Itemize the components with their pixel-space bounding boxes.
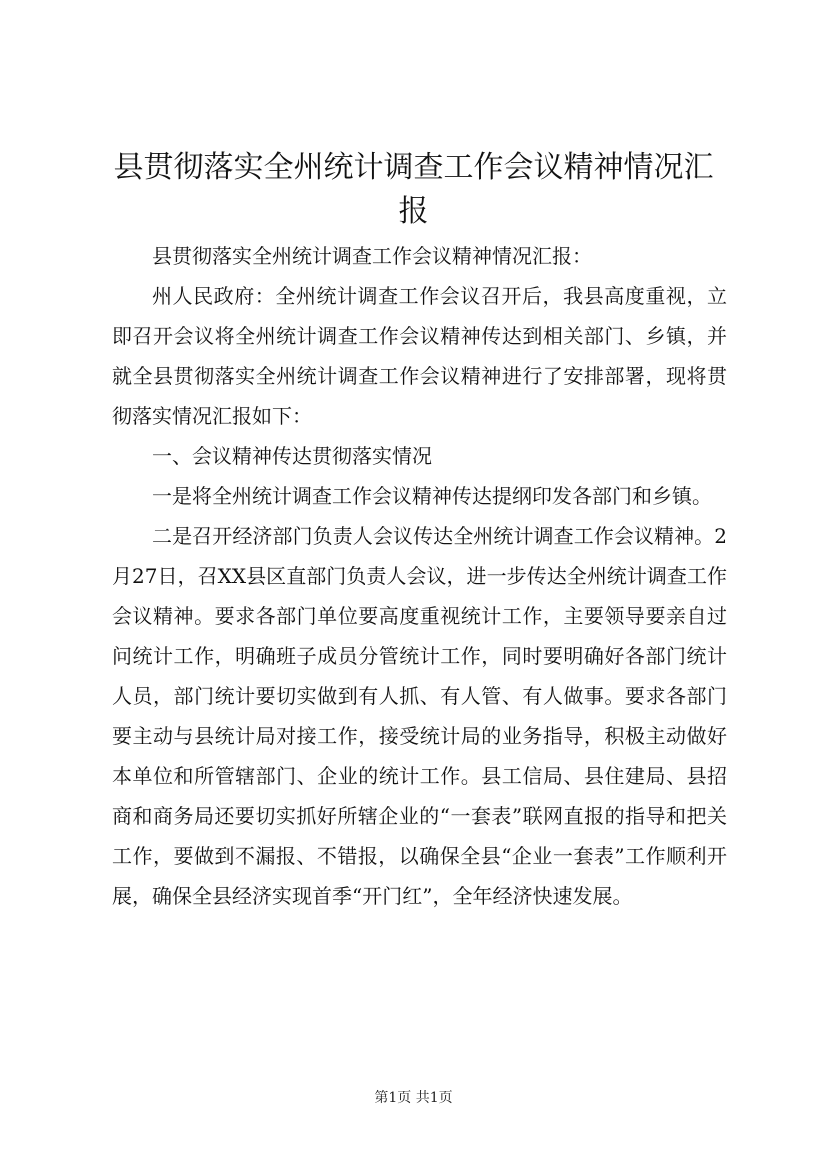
document-body	[112, 236, 727, 916]
document-title: 县贯彻落实全州统计调查工作会议精神情况汇报	[113, 150, 714, 229]
paragraph-item-two: 二是召开经济部门负责人会议传达全州统计调查工作会议精神。2月27日，召XX县区直部门负责人会议，进一步传达全州统计调查工作会议精神。要求各部门单位要高度重视统计工作，主要领导要亲自过问统计工作，明确班子成员分管统计工作，同时要明确好各部门统计人员，部门统计要切实做到有人抓、有人管、有人做事。要求各部门要主动与县统计局对接工作，接受统计局的业务指导，积极主动做好本单位和所管辖部门、企业的统计工作。县工信局、县住建局、县招商和商务局还要切实抓好所辖企业的“一套表”联网直报的指导和把关工作，要做到不漏报、不错报，以确保全县“企业一套表”工作顺利开展，确保全县经济实现首季“开门红”，全年经济快速发展。	[112, 524, 727, 908]
paragraph-section-heading: 一、会议精神传达贯彻落实情况	[152, 444, 432, 468]
paragraph-item-one: 一是将全州统计调查工作会议精神传达提纲印发各部门和乡镇。	[152, 484, 712, 508]
page-footer: 第1页 共1页	[374, 1090, 453, 1106]
paragraph-heading-line: 县贯彻落实全州统计调查工作会议精神情况汇报：	[152, 244, 592, 268]
paragraph-salutation: 州人民政府：全州统计调查工作会议召开后，我县高度重视，立即召开会议将全州统计调查工作会议精神传达到相关部门、乡镇，并就全县贯彻落实全州统计调查工作会议精神进行了安排部署，现将贯彻落实情况汇报如下：	[112, 284, 727, 428]
